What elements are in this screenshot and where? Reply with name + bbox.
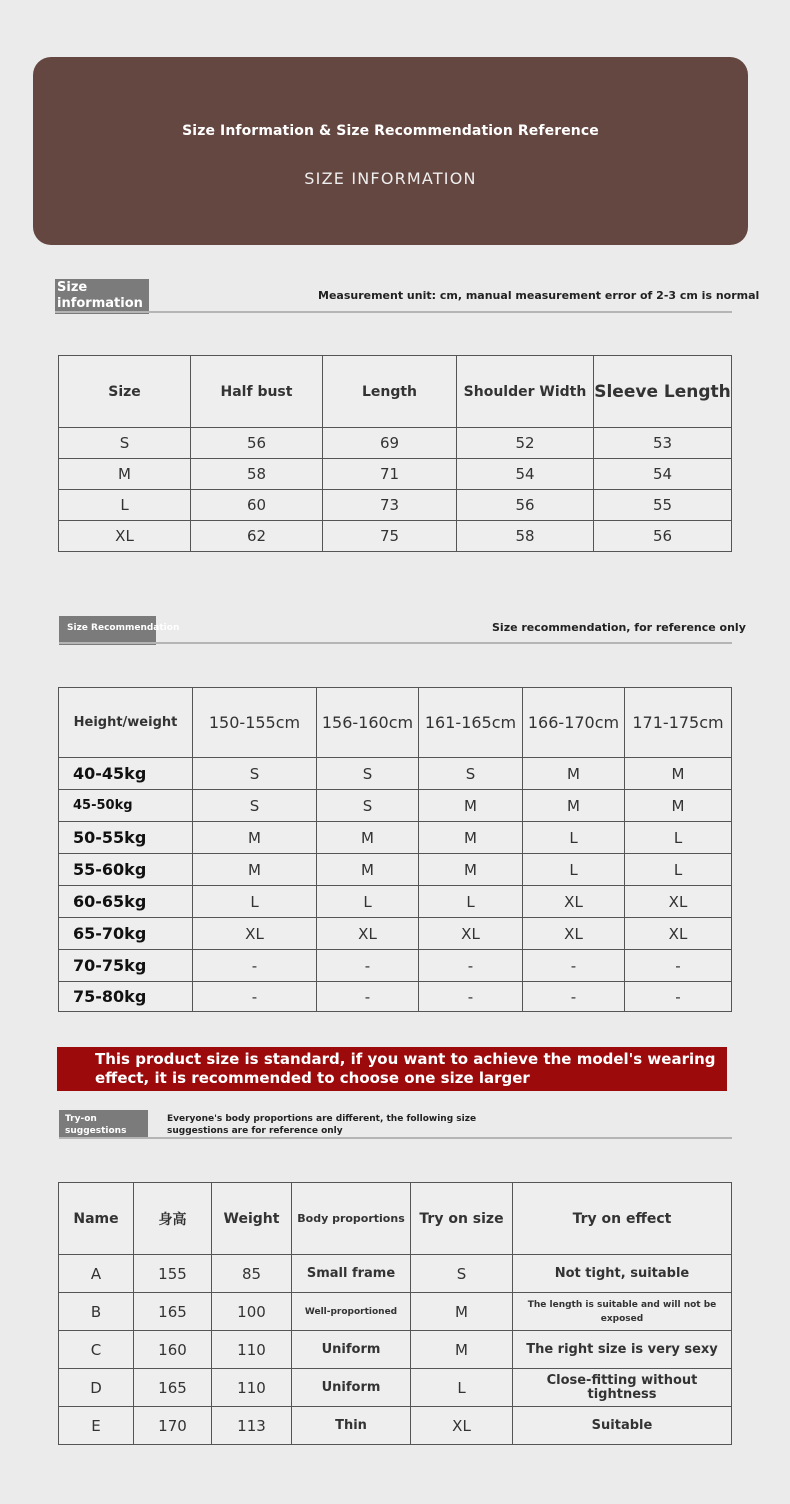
- tryon-tag: [59, 1110, 148, 1139]
- column-header: Name: [59, 1183, 134, 1255]
- table-cell: -: [193, 950, 317, 982]
- table-cell: 55-60kg: [59, 854, 193, 886]
- table-cell: 71: [323, 459, 457, 490]
- table-cell: L: [523, 822, 625, 854]
- column-header: Sleeve Length: [594, 356, 732, 428]
- table-cell: L: [523, 854, 625, 886]
- table-cell: S: [193, 758, 317, 790]
- table-cell: M: [59, 459, 191, 490]
- tryon-table: [58, 1182, 732, 1445]
- advice-line1: This product size is standard, if you want to achieve the model's wearing: [95, 1050, 716, 1068]
- size-info-tag-line1: Size: [57, 280, 88, 295]
- table-cell: 70-75kg: [59, 950, 193, 982]
- table-cell: B: [59, 1293, 134, 1331]
- table-cell: 75: [323, 521, 457, 552]
- table-cell: Well-proportioned: [292, 1293, 411, 1331]
- banner-title: Size Information & Size Recommendation Reference: [182, 123, 599, 139]
- size-rec-table: [58, 687, 732, 1012]
- table-cell: Suitable: [513, 1407, 732, 1445]
- table-row: [59, 1407, 732, 1445]
- tryon-note: [167, 1113, 476, 1137]
- size-rec-rule: [59, 642, 732, 644]
- table-cell: 75-80kg: [59, 982, 193, 1012]
- size-info-tag: [55, 279, 149, 314]
- table-cell: L: [625, 822, 732, 854]
- banner-subtitle: SIZE INFORMATION: [304, 169, 477, 188]
- column-header: Body proportions: [292, 1183, 411, 1255]
- table-cell: 54: [594, 459, 732, 490]
- column-header: Try on size: [411, 1183, 513, 1255]
- table-header-row: [59, 688, 732, 758]
- table-cell: XL: [523, 886, 625, 918]
- table-row: [59, 982, 732, 1012]
- size-info-rule: [55, 311, 732, 313]
- table-cell: -: [193, 982, 317, 1012]
- table-cell: M: [411, 1293, 513, 1331]
- table-cell: L: [419, 886, 523, 918]
- table-cell: M: [193, 854, 317, 886]
- table-cell: 110: [212, 1331, 292, 1369]
- table-cell: M: [193, 822, 317, 854]
- table-cell: 100: [212, 1293, 292, 1331]
- table-row: [59, 428, 732, 459]
- size-info-note: Measurement unit: cm, manual measurement error of 2-3 cm is normal: [318, 289, 760, 302]
- table-cell: Small frame: [292, 1255, 411, 1293]
- table-cell: M: [625, 790, 732, 822]
- table-cell: The length is suitable and will not be exposed: [513, 1293, 732, 1331]
- table-cell: 56: [191, 428, 323, 459]
- table-row: [59, 1255, 732, 1293]
- table-cell: M: [419, 854, 523, 886]
- table-cell: XL: [193, 918, 317, 950]
- advice-line2: effect, it is recommended to choose one size larger: [95, 1069, 530, 1087]
- tryon-tag-line1: Try-on: [65, 1114, 97, 1124]
- table-cell: 113: [212, 1407, 292, 1445]
- column-header: 150-155cm: [193, 688, 317, 758]
- column-header: Size: [59, 356, 191, 428]
- table-row: [59, 521, 732, 552]
- table-cell: XL: [59, 521, 191, 552]
- tryon-note-line1: Everyone's body proportions are different, the following size: [167, 1114, 477, 1124]
- size-info-tag-line2: information: [57, 296, 143, 311]
- table-cell: 85: [212, 1255, 292, 1293]
- table-cell: XL: [625, 918, 732, 950]
- table-cell: XL: [625, 886, 732, 918]
- table-cell: Uniform: [292, 1369, 411, 1407]
- table-row: [59, 1293, 732, 1331]
- table-cell: Uniform: [292, 1331, 411, 1369]
- table-cell: 73: [323, 490, 457, 521]
- table-cell: 58: [191, 459, 323, 490]
- table-row: [59, 459, 732, 490]
- table-cell: 110: [212, 1369, 292, 1407]
- table-cell: The right size is very sexy: [513, 1331, 732, 1369]
- table-cell: 155: [134, 1255, 212, 1293]
- column-header: 171-175cm: [625, 688, 732, 758]
- column-header: 156-160cm: [317, 688, 419, 758]
- table-cell: L: [193, 886, 317, 918]
- table-cell: Thin: [292, 1407, 411, 1445]
- table-cell: M: [523, 758, 625, 790]
- table-cell: 40-45kg: [59, 758, 193, 790]
- size-advice-banner: [57, 1047, 727, 1091]
- column-header: Length: [323, 356, 457, 428]
- table-cell: 54: [457, 459, 594, 490]
- table-row: [59, 950, 732, 982]
- table-cell: 165: [134, 1293, 212, 1331]
- table-cell: -: [419, 950, 523, 982]
- table-cell: -: [523, 950, 625, 982]
- table-cell: S: [59, 428, 191, 459]
- table-cell: M: [523, 790, 625, 822]
- table-cell: 65-70kg: [59, 918, 193, 950]
- table-cell: 170: [134, 1407, 212, 1445]
- table-cell: 45-50kg: [59, 790, 193, 822]
- table-cell: M: [419, 790, 523, 822]
- table-cell: M: [419, 822, 523, 854]
- size-rec-note: Size recommendation, for reference only: [492, 621, 746, 634]
- table-cell: 52: [457, 428, 594, 459]
- table-cell: 56: [457, 490, 594, 521]
- table-cell: S: [317, 758, 419, 790]
- table-cell: S: [193, 790, 317, 822]
- size-info-table: [58, 355, 732, 552]
- table-cell: 58: [457, 521, 594, 552]
- table-cell: XL: [317, 918, 419, 950]
- table-cell: 56: [594, 521, 732, 552]
- column-header: 161-165cm: [419, 688, 523, 758]
- table-cell: M: [317, 822, 419, 854]
- tryon-rule: [59, 1137, 732, 1139]
- table-cell: 62: [191, 521, 323, 552]
- table-cell: 160: [134, 1331, 212, 1369]
- column-header: Shoulder Width: [457, 356, 594, 428]
- table-header-row: [59, 356, 732, 428]
- column-header: Try on effect: [513, 1183, 732, 1255]
- table-row: [59, 758, 732, 790]
- table-cell: -: [317, 950, 419, 982]
- table-cell: XL: [419, 918, 523, 950]
- table-cell: -: [419, 982, 523, 1012]
- table-cell: A: [59, 1255, 134, 1293]
- table-cell: 165: [134, 1369, 212, 1407]
- table-cell: 60-65kg: [59, 886, 193, 918]
- column-header: Height/weight: [59, 688, 193, 758]
- table-cell: Not tight, suitable: [513, 1255, 732, 1293]
- tryon-tag-line2: suggestions: [65, 1126, 127, 1136]
- table-cell: L: [625, 854, 732, 886]
- size-rec-tag: Size Recommendation: [59, 616, 156, 645]
- column-header: 身高: [134, 1183, 212, 1255]
- table-row: [59, 1369, 732, 1407]
- table-row: [59, 790, 732, 822]
- table-cell: 55: [594, 490, 732, 521]
- table-cell: C: [59, 1331, 134, 1369]
- table-cell: -: [523, 982, 625, 1012]
- table-cell: 60: [191, 490, 323, 521]
- table-cell: XL: [411, 1407, 513, 1445]
- table-cell: S: [317, 790, 419, 822]
- table-cell: L: [59, 490, 191, 521]
- table-cell: S: [419, 758, 523, 790]
- table-cell: -: [317, 982, 419, 1012]
- table-header-row: [59, 1183, 732, 1255]
- table-cell: M: [625, 758, 732, 790]
- table-row: [59, 490, 732, 521]
- table-row: [59, 822, 732, 854]
- table-cell: L: [411, 1369, 513, 1407]
- table-cell: 53: [594, 428, 732, 459]
- table-cell: XL: [523, 918, 625, 950]
- column-header: Weight: [212, 1183, 292, 1255]
- table-cell: 69: [323, 428, 457, 459]
- table-row: [59, 1331, 732, 1369]
- table-row: [59, 918, 732, 950]
- table-cell: D: [59, 1369, 134, 1407]
- table-cell: E: [59, 1407, 134, 1445]
- header-banner: [33, 57, 748, 245]
- table-cell: -: [625, 982, 732, 1012]
- column-header: Half bust: [191, 356, 323, 428]
- tryon-note-line2: suggestions are for reference only: [167, 1126, 343, 1136]
- table-cell: M: [317, 854, 419, 886]
- table-cell: 50-55kg: [59, 822, 193, 854]
- table-cell: L: [317, 886, 419, 918]
- table-row: [59, 886, 732, 918]
- column-header: 166-170cm: [523, 688, 625, 758]
- table-cell: S: [411, 1255, 513, 1293]
- table-cell: M: [411, 1331, 513, 1369]
- table-cell: -: [625, 950, 732, 982]
- table-cell: Close-fitting without tightness: [513, 1369, 732, 1407]
- table-row: [59, 854, 732, 886]
